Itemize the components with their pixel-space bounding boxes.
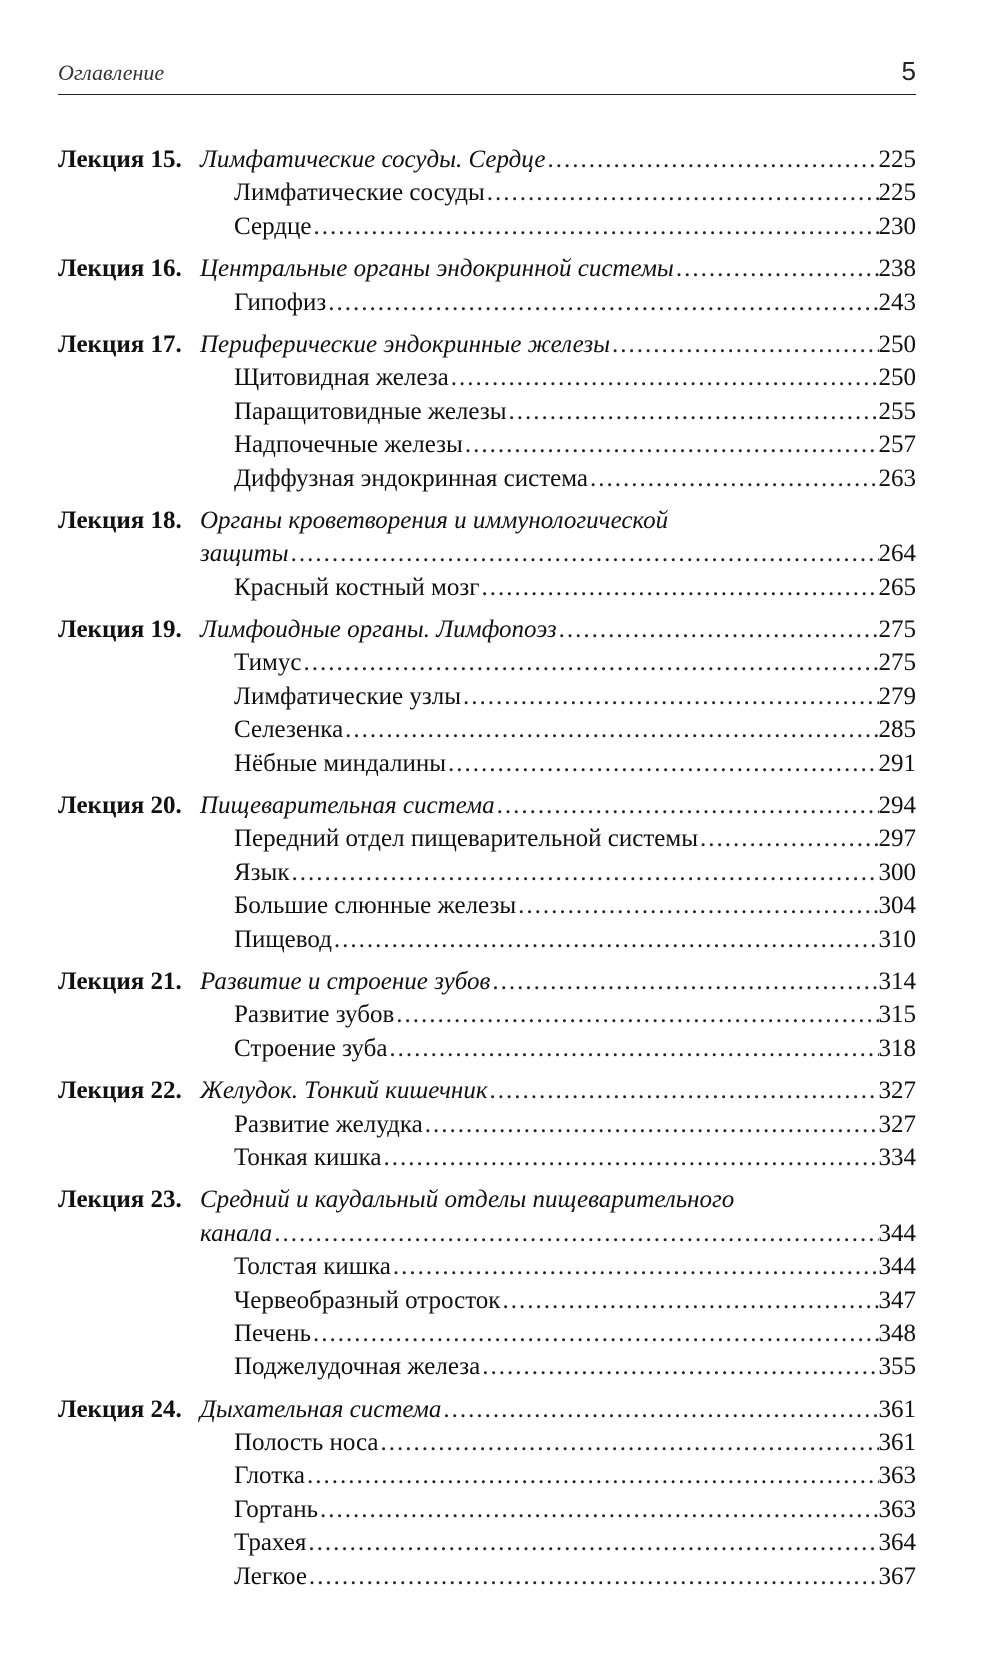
dot-leader [546, 143, 879, 176]
toc-subitem [58, 680, 916, 713]
toc-subitem [58, 747, 916, 780]
lecture-title: Органы кроветворения и иммунологической [200, 506, 669, 534]
subitem-title: Селезенка [234, 716, 344, 744]
subitem-title: Нёбные миндалины [234, 749, 447, 777]
lecture-label: Лекция 17. [58, 330, 182, 358]
dot-leader [301, 646, 878, 679]
lecture-heading-row [58, 613, 916, 646]
subitem-title: Развитие желудка [234, 1110, 423, 1138]
lecture-page: 275 [878, 616, 916, 644]
dot-leader [289, 537, 879, 570]
subitem-title: Печень [234, 1319, 311, 1347]
lecture-title-continuation: канала [200, 1219, 273, 1247]
lecture-title: Средний и каудальный отделы пищеварительного [200, 1186, 735, 1214]
lecture-title: Желудок. Тонкий кишечник [200, 1077, 488, 1105]
subitem-page: 275 [878, 649, 916, 677]
toc-subitem [58, 1141, 916, 1174]
subitem-title: Передний отдел пищеварительной системы [234, 825, 699, 853]
toc-subitem [58, 1526, 916, 1559]
subitem-title: Червеобразный отросток [234, 1286, 501, 1314]
toc-subitem [58, 286, 916, 319]
table-of-contents [58, 143, 916, 1602]
subitem-page: 257 [878, 431, 916, 459]
toc-subitem [58, 210, 916, 243]
toc-subitem [58, 923, 916, 956]
toc-subitem [58, 1560, 916, 1593]
subitem-title: Легкое [234, 1562, 307, 1590]
toc-subitem [58, 462, 916, 495]
dot-leader [485, 176, 879, 209]
dot-leader [480, 1350, 878, 1383]
dot-leader [441, 1393, 878, 1426]
lecture-page: 225 [878, 146, 916, 173]
subitem-page: 265 [878, 573, 916, 601]
dot-leader [516, 889, 878, 922]
lecture-entry [58, 1393, 916, 1593]
running-header [58, 54, 916, 95]
toc-subitem [58, 395, 916, 428]
subitem-page: 327 [878, 1110, 916, 1138]
toc-subitem [58, 1250, 916, 1283]
lecture-title-continuation: защиты [200, 540, 289, 568]
dot-leader [290, 856, 879, 889]
lecture-heading-row [58, 143, 916, 176]
lecture-title: Центральные органы эндокринной системы [200, 255, 674, 283]
subitem-title: Надпочечные железы [234, 431, 463, 459]
toc-subitem [58, 571, 916, 604]
subitem-page: 279 [878, 682, 916, 710]
toc-subitem [58, 1284, 916, 1317]
lecture-entry [58, 504, 916, 604]
subitem-title: Толстая кишка [234, 1253, 391, 1281]
dot-leader [326, 286, 878, 319]
lecture-page: 238 [878, 255, 916, 283]
dot-leader [461, 680, 878, 713]
subitem-title: Диффузная эндокринная система [234, 464, 588, 492]
dot-leader [332, 923, 879, 956]
lecture-heading-row [58, 328, 916, 361]
toc-subitem [58, 1108, 916, 1141]
subitem-page: 285 [878, 716, 916, 744]
toc-subitem [58, 1350, 916, 1383]
lecture-label: Лекция 15. [58, 146, 182, 173]
dot-leader [490, 965, 878, 998]
dot-leader [698, 822, 878, 855]
subitem-page: 230 [878, 212, 916, 240]
subitem-title: Тимус [234, 649, 302, 677]
toc-subitem [58, 176, 916, 209]
lecture-label: Лекция 18. [58, 506, 182, 534]
lecture-label: Лекция 20. [58, 792, 182, 820]
lecture-page: 250 [878, 330, 916, 358]
dot-leader [387, 1032, 878, 1065]
subitem-title: Красный костный мозг [234, 573, 480, 601]
lecture-heading-row [58, 1183, 916, 1216]
toc-subitem [58, 889, 916, 922]
subitem-title: Щитовидная железа [234, 364, 449, 392]
toc-subitem [58, 1317, 916, 1350]
toc-subitem [58, 1032, 916, 1065]
subitem-title: Гипофиз [234, 288, 327, 316]
subitem-page: 255 [878, 397, 916, 425]
dot-leader [311, 210, 878, 243]
dot-leader [423, 1108, 879, 1141]
lecture-entry [58, 789, 916, 956]
subitem-title: Поджелудочная железа [234, 1353, 481, 1381]
lecture-page: 361 [878, 1395, 916, 1423]
dot-leader [307, 1560, 879, 1593]
dot-leader [488, 1074, 879, 1107]
dot-leader [394, 998, 878, 1031]
subitem-title: Трахея [234, 1529, 307, 1557]
toc-subitem [58, 822, 916, 855]
subitem-page: 363 [878, 1462, 916, 1490]
dot-leader [495, 789, 879, 822]
dot-leader [391, 1250, 879, 1283]
lecture-entry [58, 1074, 916, 1174]
subitem-page: 348 [878, 1319, 916, 1347]
toc-subitem [58, 646, 916, 679]
dot-leader [588, 462, 879, 495]
dot-leader [305, 1459, 878, 1492]
dot-leader [479, 571, 878, 604]
dot-leader [507, 395, 879, 428]
lecture-heading-row [58, 789, 916, 822]
lecture-entry [58, 252, 916, 319]
lecture-label: Лекция 21. [58, 967, 182, 995]
toc-subitem [58, 1459, 916, 1492]
dot-leader [343, 713, 878, 746]
lecture-heading-row [58, 252, 916, 285]
lecture-entry [58, 613, 916, 780]
subitem-page: 297 [878, 825, 916, 853]
subitem-title: Полость носа [234, 1429, 379, 1457]
toc-subitem [58, 713, 916, 746]
subitem-title: Большие слюнные железы [234, 892, 517, 920]
dot-leader [379, 1426, 879, 1459]
dot-leader [449, 361, 879, 394]
subitem-title: Лимфатические узлы [234, 682, 462, 710]
lecture-page: 327 [878, 1077, 916, 1105]
subitem-title: Строение зуба [234, 1034, 388, 1062]
subitem-page: 263 [878, 464, 916, 492]
subitem-title: Паращитовидные железы [234, 397, 507, 425]
lecture-title: Лимфоидные органы. Лимфопоэз [200, 616, 557, 644]
dot-leader [610, 328, 878, 361]
subitem-title: Гортань [234, 1495, 319, 1523]
lecture-page: 344 [878, 1219, 916, 1247]
subitem-title: Глотка [234, 1462, 306, 1490]
lecture-title: Периферические эндокринные железы [200, 330, 611, 358]
subitem-page: 347 [878, 1286, 916, 1314]
lecture-title: Пищеварительная система [200, 792, 495, 820]
dot-leader [382, 1141, 879, 1174]
lecture-label: Лекция 16. [58, 255, 182, 283]
dot-leader [557, 613, 879, 646]
subitem-page: 304 [878, 892, 916, 920]
dot-leader [500, 1284, 878, 1317]
subitem-page: 334 [878, 1143, 916, 1171]
subitem-page: 367 [878, 1562, 916, 1590]
toc-subitem [58, 361, 916, 394]
toc-subitem [58, 1493, 916, 1526]
subitem-title: Развитие зубов [234, 1001, 395, 1029]
dot-leader [446, 747, 878, 780]
lecture-heading-row [58, 965, 916, 998]
lecture-title: Дыхательная система [200, 1395, 442, 1423]
subitem-page: 363 [878, 1495, 916, 1523]
subitem-page: 310 [878, 925, 916, 953]
subitem-title: Пищевод [234, 925, 332, 953]
lecture-title: Развитие и строение зубов [200, 967, 491, 995]
dot-leader [463, 428, 879, 461]
lecture-title: Лимфатические сосуды. Сердце [200, 146, 546, 173]
toc-subitem [58, 1426, 916, 1459]
subitem-page: 364 [878, 1529, 916, 1557]
dot-leader [311, 1317, 879, 1350]
toc-subitem [58, 428, 916, 461]
lecture-heading-continuation [58, 537, 916, 570]
lecture-heading-continuation [58, 1217, 916, 1250]
lecture-heading-row [58, 504, 916, 537]
subitem-page: 250 [878, 364, 916, 392]
lecture-entry [58, 143, 916, 243]
lecture-entry [58, 965, 916, 1065]
lecture-page: 294 [878, 792, 916, 820]
subitem-page: 355 [878, 1353, 916, 1381]
subitem-page: 361 [878, 1429, 916, 1457]
subitem-page: 291 [878, 749, 916, 777]
subitem-title: Язык [234, 858, 290, 886]
subitem-page: 243 [878, 288, 916, 316]
toc-subitem [58, 998, 916, 1031]
subitem-page: 300 [878, 858, 916, 886]
subitem-title: Лимфатические сосуды [234, 179, 485, 207]
lecture-entry [58, 1183, 916, 1383]
page-number: 5 [901, 56, 916, 86]
subitem-title: Тонкая кишка [234, 1143, 382, 1171]
subitem-page: 225 [878, 179, 916, 207]
toc-subitem [58, 856, 916, 889]
subitem-page: 344 [878, 1253, 916, 1281]
header-title: Оглавление [58, 60, 165, 85]
lecture-heading-row [58, 1074, 916, 1107]
lecture-entry [58, 328, 916, 495]
subitem-page: 318 [878, 1034, 916, 1062]
subitem-title: Сердце [234, 212, 312, 240]
lecture-page: 314 [878, 967, 916, 995]
dot-leader [318, 1493, 878, 1526]
lecture-label: Лекция 24. [58, 1395, 182, 1423]
dot-leader [674, 252, 879, 285]
lecture-label: Лекция 22. [58, 1077, 182, 1105]
lecture-label: Лекция 23. [58, 1186, 182, 1214]
lecture-label: Лекция 19. [58, 616, 182, 644]
subitem-page: 315 [878, 1001, 916, 1029]
lecture-heading-row [58, 1393, 916, 1426]
lecture-page: 264 [878, 540, 916, 568]
dot-leader [306, 1526, 878, 1559]
dot-leader [272, 1217, 878, 1250]
